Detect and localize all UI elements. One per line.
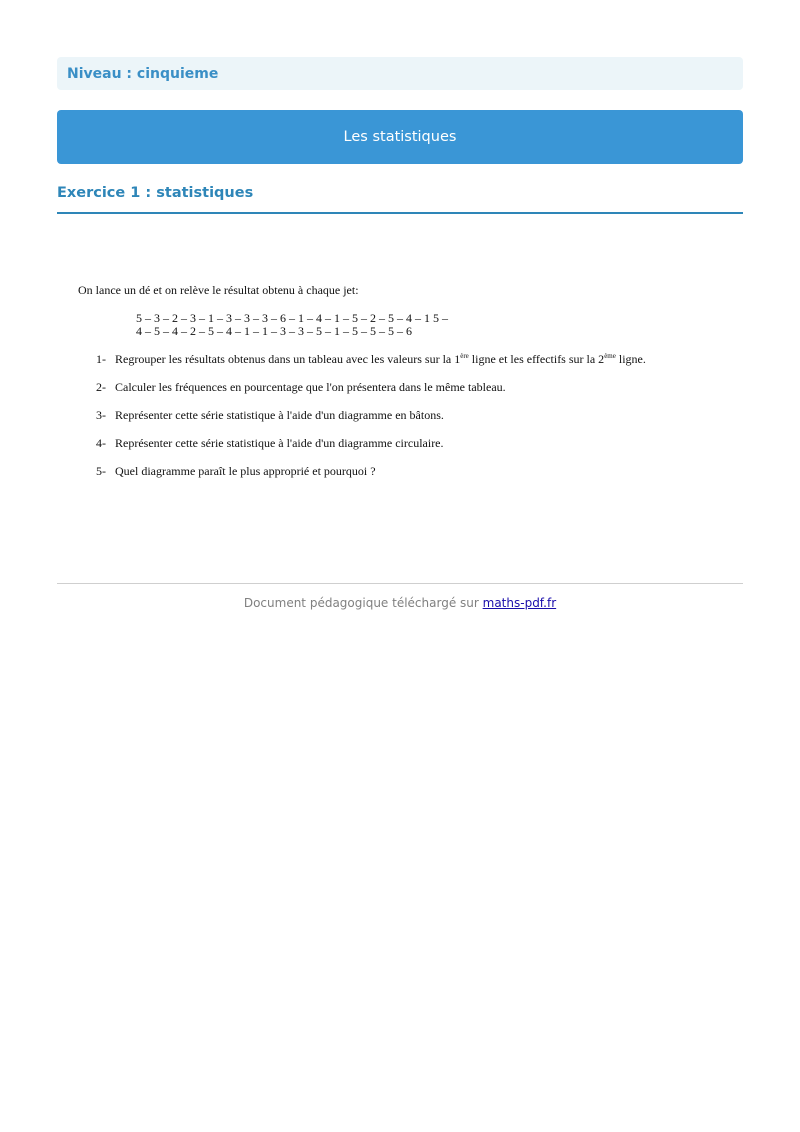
- exercise-title: Exercice 1 : statistiques: [57, 185, 254, 201]
- question-item: [78, 436, 678, 451]
- dice-results-line-1: 5 – 3 – 2 – 3 – 1 – 3 – 3 – 3 – 6 – 1 – 4 – 1 – 5 – 2 – 5 – 4 – 1 5 –: [136, 311, 448, 325]
- question-item: [78, 352, 678, 367]
- question-text: Regrouper les résultats obtenus dans un tableau avec les valeurs sur la 1ère ligne et les effectifs sur la 2ème ligne.: [115, 352, 646, 366]
- question-number: 5-: [96, 464, 106, 478]
- question-number: 4-: [96, 436, 106, 450]
- footer: [57, 596, 743, 610]
- dice-results: [136, 312, 678, 338]
- question-text: Représenter cette série statistique à l'aide d'un diagramme circulaire.: [115, 436, 444, 450]
- footer-text: Document pédagogique téléchargé sur: [243, 596, 483, 610]
- exercise-content: [78, 282, 678, 492]
- question-number: 1-: [96, 352, 106, 366]
- question-item: [78, 380, 678, 395]
- dice-results-line-2: 4 – 5 – 4 – 2 – 5 – 4 – 1 – 1 – 3 – 3 – 5 – 1 – 5 – 5 – 5 – 6: [136, 324, 412, 338]
- question-number: 2-: [96, 380, 106, 394]
- question-list: [78, 352, 678, 479]
- question-text: Représenter cette série statistique à l'aide d'un diagramme en bâtons.: [115, 408, 444, 422]
- footer-divider: [57, 583, 743, 584]
- question-item: [78, 408, 678, 423]
- level-label: Niveau : cinquieme: [57, 57, 743, 90]
- exercise-intro: On lance un dé et on relève le résultat obtenu à chaque jet:: [78, 283, 359, 297]
- exercise-title-divider: [57, 212, 743, 214]
- question-text: Quel diagramme paraît le plus approprié et pourquoi ?: [115, 464, 376, 478]
- page-title-banner: [57, 110, 743, 164]
- page-title: Les statistiques: [343, 129, 457, 145]
- footer-link[interactable]: maths-pdf.fr: [482, 596, 557, 610]
- question-text: Calculer les fréquences en pourcentage que l'on présentera dans le même tableau.: [115, 380, 506, 394]
- question-number: 3-: [96, 408, 106, 422]
- question-item: [78, 464, 678, 479]
